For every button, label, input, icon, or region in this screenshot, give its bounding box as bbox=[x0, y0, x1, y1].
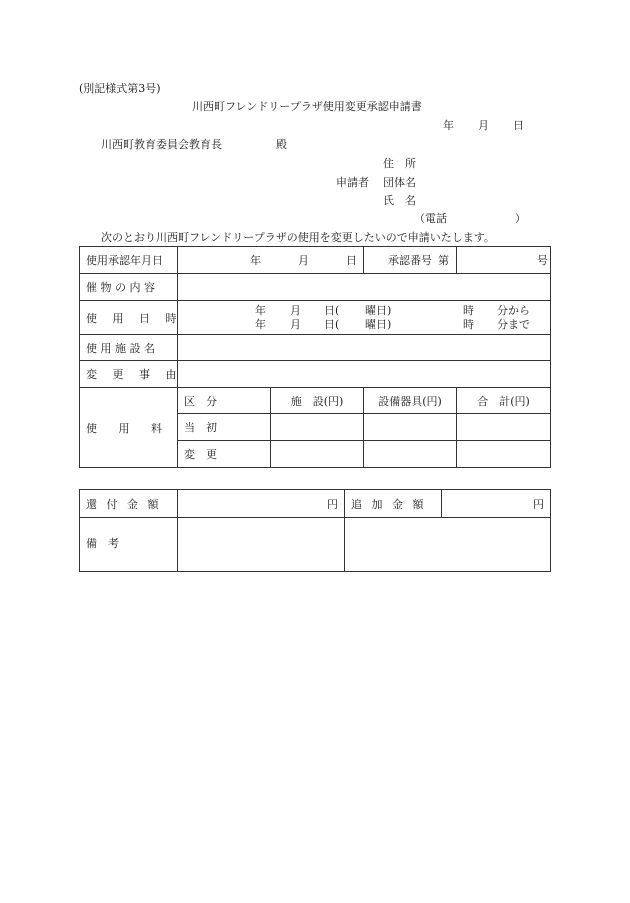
fee-label-cell bbox=[80, 388, 178, 468]
refund-table bbox=[79, 489, 551, 572]
fee-initial-label-text: 当 初 bbox=[184, 421, 217, 434]
fee-initial-total[interactable] bbox=[457, 414, 551, 441]
fee-changed-equipment[interactable] bbox=[364, 441, 457, 468]
approval-date-row bbox=[80, 247, 551, 274]
approval-year-unit: 年 bbox=[250, 254, 261, 267]
fee-changed-facility[interactable] bbox=[271, 441, 364, 468]
remarks-field-right[interactable] bbox=[345, 518, 551, 572]
approval-date-field[interactable] bbox=[178, 247, 364, 274]
approval-date-label-cell bbox=[80, 247, 178, 274]
usage-datetime-field[interactable] bbox=[178, 301, 551, 335]
refund-amount-field[interactable] bbox=[178, 490, 345, 518]
refund-label-cell bbox=[80, 490, 178, 518]
fee-total-header-text: 合 計(円) bbox=[477, 394, 530, 408]
event-label-cell bbox=[80, 274, 178, 301]
name-label: 氏 名 bbox=[383, 194, 416, 207]
approval-day-unit: 日 bbox=[346, 254, 357, 267]
from-hour: 時 bbox=[463, 304, 474, 317]
approval-number-suffix: 号 bbox=[537, 254, 548, 267]
refund-label: 還 付 金 額 bbox=[86, 497, 159, 511]
phone-open: （電話 bbox=[414, 212, 447, 225]
usage-datetime-label: 使 用 日 時 bbox=[86, 311, 177, 325]
additional-unit: 円 bbox=[533, 497, 544, 511]
fee-total-header bbox=[457, 388, 551, 414]
refund-unit: 円 bbox=[327, 497, 338, 511]
facility-row bbox=[80, 335, 551, 361]
address-label: 住 所 bbox=[383, 157, 416, 170]
from-weekday: 曜日) bbox=[365, 304, 392, 317]
facility-label: 使 用 施 設 名 bbox=[86, 341, 155, 355]
to-hour: 時 bbox=[463, 318, 474, 331]
facility-field[interactable] bbox=[178, 335, 551, 361]
fee-changed-total[interactable] bbox=[457, 441, 551, 468]
date-day-label: 日 bbox=[513, 119, 524, 132]
fee-changed-label bbox=[178, 441, 271, 468]
reason-field[interactable] bbox=[178, 361, 551, 388]
date-month-label: 月 bbox=[478, 119, 489, 132]
approval-date-label: 使用承認年月日 bbox=[86, 254, 163, 267]
fee-division-header-text: 区 分 bbox=[184, 394, 217, 408]
fee-equipment-header bbox=[364, 388, 457, 414]
group-name-label: 団体名 bbox=[383, 176, 416, 189]
applicant-label: 申請者 bbox=[336, 176, 369, 189]
fee-changed-label-text: 変 更 bbox=[184, 448, 217, 461]
approval-month-unit: 月 bbox=[298, 254, 309, 267]
fee-division-header bbox=[178, 388, 271, 414]
to-year: 年 bbox=[255, 318, 266, 331]
fee-equipment-header-text: 設備器具(円) bbox=[378, 394, 442, 408]
to-minute: 分まで bbox=[497, 318, 530, 331]
from-day: 日( bbox=[324, 304, 340, 317]
fee-facility-header-text: 施 設(円) bbox=[290, 394, 344, 408]
approval-number-prefix: 第 bbox=[438, 254, 449, 267]
additional-label-cell bbox=[345, 490, 442, 518]
addressee: 川西町教育委員会教育長 bbox=[101, 138, 222, 151]
usage-datetime-label-cell bbox=[80, 301, 178, 335]
honorific: 殿 bbox=[276, 138, 287, 151]
additional-amount-field[interactable] bbox=[442, 490, 551, 518]
remarks-row bbox=[80, 518, 551, 572]
reason-label-cell bbox=[80, 361, 178, 388]
usage-datetime-row bbox=[80, 301, 551, 335]
fee-initial-facility[interactable] bbox=[271, 414, 364, 441]
date-year-label: 年 bbox=[443, 119, 454, 132]
fee-label: 使 用 料 bbox=[86, 421, 162, 435]
fee-initial-label bbox=[178, 414, 271, 441]
from-year: 年 bbox=[255, 304, 266, 317]
approval-number-label: 承認番号 bbox=[388, 254, 432, 267]
fee-initial-equipment[interactable] bbox=[364, 414, 457, 441]
to-month: 月 bbox=[290, 318, 301, 331]
approval-number-field[interactable] bbox=[438, 247, 551, 274]
to-weekday: 曜日) bbox=[365, 318, 392, 331]
fee-header-row bbox=[80, 388, 551, 414]
event-label: 催 物 の 内 容 bbox=[86, 281, 155, 294]
remarks-field-left[interactable] bbox=[178, 518, 345, 572]
reason-row bbox=[80, 361, 551, 388]
event-field[interactable] bbox=[178, 274, 551, 301]
event-row bbox=[80, 274, 551, 301]
facility-label-cell bbox=[80, 335, 178, 361]
from-month: 月 bbox=[290, 304, 301, 317]
reason-label: 変 更 事 由 bbox=[86, 368, 177, 381]
application-table bbox=[79, 246, 551, 468]
additional-label: 追 加 金 額 bbox=[351, 497, 424, 511]
remarks-label-cell bbox=[80, 518, 178, 572]
form-title: 川西町フレンドリープラザ使用変更承認申請書 bbox=[192, 100, 422, 113]
remarks-label: 備 考 bbox=[86, 537, 119, 550]
form-number: (別記様式第3号) bbox=[79, 82, 161, 95]
fee-facility-header bbox=[271, 388, 364, 414]
intro-text: 次のとおり川西町フレンドリープラザの使用を変更したいので申請いたします。 bbox=[101, 231, 495, 244]
from-minute: 分から bbox=[497, 304, 530, 317]
to-day: 日( bbox=[324, 318, 340, 331]
phone-close: ） bbox=[515, 212, 526, 225]
amount-row bbox=[80, 490, 551, 518]
